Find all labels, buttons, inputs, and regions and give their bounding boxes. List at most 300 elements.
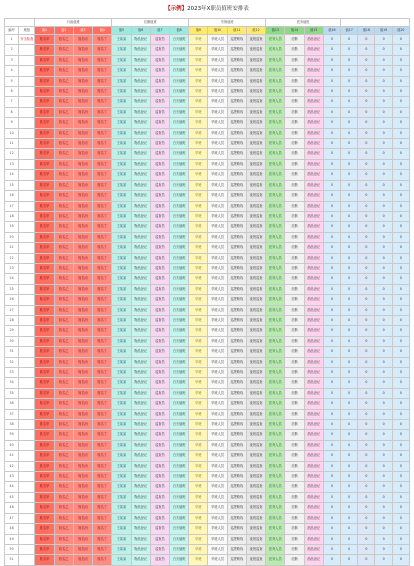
table-cell[interactable]: 0 xyxy=(375,357,392,367)
table-cell[interactable]: 早班人员 xyxy=(208,35,227,45)
table-cell[interactable]: 巡查员 xyxy=(150,180,169,190)
table-cell[interactable]: 姓名乙 xyxy=(54,232,73,242)
table-cell[interactable]: 姓名丙 xyxy=(73,274,92,284)
table-cell[interactable]: 姓名乙 xyxy=(54,451,73,461)
table-cell[interactable] xyxy=(19,263,35,273)
table-cell[interactable]: 0 xyxy=(341,191,358,201)
table-cell[interactable]: 0 xyxy=(375,253,392,263)
table-cell[interactable]: 姓名丙 xyxy=(73,149,92,159)
table-cell[interactable]: 姓名乙 xyxy=(54,336,73,346)
table-cell[interactable]: 0 xyxy=(375,347,392,357)
table-cell[interactable]: 早班 xyxy=(189,461,208,471)
table-cell[interactable]: 姓名丙 xyxy=(73,326,92,336)
table-cell[interactable]: 王某某 xyxy=(112,503,131,513)
table-cell[interactable]: 0 xyxy=(323,191,340,201)
table-cell[interactable]: 王某某 xyxy=(112,55,131,65)
table-cell[interactable]: 姓名乙 xyxy=(54,76,73,86)
table-cell[interactable]: 姓名甲 xyxy=(35,347,54,357)
table-cell[interactable]: 早班 xyxy=(189,284,208,294)
table-cell[interactable]: 早班 xyxy=(189,170,208,180)
table-cell[interactable]: 0 xyxy=(341,274,358,284)
table-cell[interactable] xyxy=(19,336,35,346)
table-cell[interactable]: 姓名甲 xyxy=(35,440,54,450)
table-cell[interactable]: 夜班巡查 xyxy=(246,430,265,440)
table-cell[interactable]: 早班人员 xyxy=(208,222,227,232)
table-cell[interactable]: 姓名乙 xyxy=(54,440,73,450)
table-cell[interactable]: 0 xyxy=(358,149,375,159)
table-cell[interactable]: 0 xyxy=(358,128,375,138)
table-cell[interactable]: 0 xyxy=(341,139,358,149)
table-cell[interactable]: 白天值班 xyxy=(170,440,189,450)
table-cell[interactable]: 早班 xyxy=(189,409,208,419)
table-cell[interactable]: 0 xyxy=(392,170,409,180)
table-cell[interactable]: 0 xyxy=(341,430,358,440)
table-cell[interactable]: 0 xyxy=(323,201,340,211)
table-cell[interactable]: 药品登记 xyxy=(304,274,323,284)
table-cell[interactable]: 巡查员 xyxy=(150,368,169,378)
table-cell[interactable]: 医务人员 xyxy=(266,368,285,378)
table-cell[interactable]: 0 xyxy=(375,274,392,284)
table-cell[interactable]: 巡查员 xyxy=(150,35,169,45)
table-cell[interactable]: 药品登记 xyxy=(304,440,323,450)
table-cell[interactable]: 巡查员 xyxy=(150,149,169,159)
table-cell[interactable]: 早班人员 xyxy=(208,87,227,97)
table-cell[interactable]: 姓名丙 xyxy=(73,336,92,346)
table-cell[interactable]: 0 xyxy=(341,357,358,367)
table-cell[interactable]: 药品登记 xyxy=(304,211,323,221)
table-cell[interactable]: 后勤 xyxy=(285,149,304,159)
table-cell[interactable]: 0 xyxy=(358,76,375,86)
table-cell[interactable]: 姓名丁 xyxy=(93,211,112,221)
table-cell[interactable]: 姓名乙 xyxy=(54,97,73,107)
table-cell[interactable]: 0 xyxy=(323,472,340,482)
table-cell[interactable]: 姓名甲 xyxy=(35,534,54,544)
table-cell[interactable]: 0 xyxy=(341,409,358,419)
table-cell[interactable]: 医务人员 xyxy=(266,472,285,482)
table-cell[interactable]: 巡查员 xyxy=(150,513,169,523)
table-cell[interactable]: 0 xyxy=(341,378,358,388)
table-cell[interactable]: 后勤 xyxy=(285,55,304,65)
table-cell[interactable]: 0 xyxy=(375,482,392,492)
table-cell[interactable]: 姓名乙 xyxy=(54,482,73,492)
table-cell[interactable]: 姓名乙 xyxy=(54,420,73,430)
table-cell[interactable]: 0 xyxy=(392,440,409,450)
table-cell[interactable]: 6 xyxy=(5,87,19,97)
table-cell[interactable] xyxy=(19,232,35,242)
table-cell[interactable]: 白天值班 xyxy=(170,87,189,97)
table-cell[interactable]: 白天值班 xyxy=(170,534,189,544)
table-cell[interactable]: 夜班巡查 xyxy=(246,440,265,450)
table-cell[interactable]: 白天值班 xyxy=(170,492,189,502)
table-cell[interactable]: 0 xyxy=(392,544,409,554)
table-cell[interactable]: 0 xyxy=(358,232,375,242)
table-cell[interactable]: 巡查员 xyxy=(150,263,169,273)
table-cell[interactable]: 医务人员 xyxy=(266,451,285,461)
table-cell[interactable]: 0 xyxy=(375,440,392,450)
table-cell[interactable]: 姓名甲 xyxy=(35,243,54,253)
table-cell[interactable]: 0 xyxy=(358,243,375,253)
table-cell[interactable]: 0 xyxy=(392,451,409,461)
table-cell[interactable]: 王某某 xyxy=(112,87,131,97)
table-cell[interactable]: 早班 xyxy=(189,440,208,450)
table-cell[interactable]: 姓名甲 xyxy=(35,461,54,471)
table-cell[interactable]: 夜班巡查 xyxy=(246,409,265,419)
table-cell[interactable]: 药品登记 xyxy=(304,482,323,492)
table-cell[interactable]: 姓名丁 xyxy=(93,534,112,544)
table-cell[interactable]: 0 xyxy=(341,555,358,565)
table-cell[interactable]: 姓名乙 xyxy=(54,388,73,398)
table-cell[interactable]: 0 xyxy=(375,118,392,128)
table-cell[interactable]: 早班 xyxy=(189,263,208,273)
table-cell[interactable]: 物品登记 xyxy=(131,87,150,97)
table-cell[interactable]: 姓名甲 xyxy=(35,159,54,169)
table-cell[interactable] xyxy=(19,409,35,419)
table-cell[interactable]: 3 xyxy=(5,55,19,65)
table-cell[interactable]: 姓名甲 xyxy=(35,55,54,65)
table-cell[interactable]: 王某某 xyxy=(112,451,131,461)
table-cell[interactable]: 0 xyxy=(341,76,358,86)
table-cell[interactable]: 0 xyxy=(341,211,358,221)
table-cell[interactable]: 物品登记 xyxy=(131,107,150,117)
table-cell[interactable]: 11 xyxy=(5,139,19,149)
table-cell[interactable]: 早班人员 xyxy=(208,482,227,492)
table-cell[interactable]: 物品登记 xyxy=(131,503,150,513)
table-cell[interactable]: 姓名丙 xyxy=(73,315,92,325)
table-cell[interactable]: 巡查员 xyxy=(150,159,169,169)
table-cell[interactable]: 姓名乙 xyxy=(54,315,73,325)
table-cell[interactable]: 早班 xyxy=(189,232,208,242)
table-cell[interactable] xyxy=(19,513,35,523)
table-cell[interactable]: 物品登记 xyxy=(131,513,150,523)
table-cell[interactable]: 0 xyxy=(323,534,340,544)
table-cell[interactable]: 白天值班 xyxy=(170,128,189,138)
table-cell[interactable]: 姓名丁 xyxy=(93,284,112,294)
table-cell[interactable]: 医务人员 xyxy=(266,295,285,305)
table-cell[interactable]: 姓名甲 xyxy=(35,139,54,149)
table-cell[interactable]: 后勤 xyxy=(285,253,304,263)
table-cell[interactable]: 王某某 xyxy=(112,555,131,565)
table-cell[interactable]: 夜班巡查 xyxy=(246,128,265,138)
table-cell[interactable]: 0 xyxy=(341,170,358,180)
table-cell[interactable]: 姓名丙 xyxy=(73,420,92,430)
table-cell[interactable]: 药品登记 xyxy=(304,128,323,138)
table-cell[interactable]: 0 xyxy=(341,263,358,273)
table-cell[interactable]: 早班人员 xyxy=(208,243,227,253)
table-cell[interactable]: 医务人员 xyxy=(266,170,285,180)
table-cell[interactable]: 0 xyxy=(341,55,358,65)
table-cell[interactable]: 早班人员 xyxy=(208,399,227,409)
table-cell[interactable]: 姓名丙 xyxy=(73,409,92,419)
table-cell[interactable]: 早班 xyxy=(189,357,208,367)
table-cell[interactable]: 后勤 xyxy=(285,45,304,55)
table-cell[interactable]: 早班人员 xyxy=(208,253,227,263)
table-cell[interactable]: 0 xyxy=(358,284,375,294)
table-cell[interactable]: 0 xyxy=(375,315,392,325)
table-cell[interactable]: 早班 xyxy=(189,149,208,159)
table-cell[interactable]: 0 xyxy=(392,222,409,232)
table-cell[interactable]: 药品登记 xyxy=(304,534,323,544)
table-cell[interactable]: 巡逻路线 xyxy=(227,45,246,55)
table-cell[interactable]: 物品登记 xyxy=(131,315,150,325)
table-cell[interactable]: 26 xyxy=(5,295,19,305)
table-cell[interactable]: 后勤 xyxy=(285,263,304,273)
table-cell[interactable]: 0 xyxy=(323,107,340,117)
table-cell[interactable]: 药品登记 xyxy=(304,472,323,482)
table-cell[interactable]: 白天值班 xyxy=(170,66,189,76)
table-cell[interactable]: 巡查员 xyxy=(150,420,169,430)
table-cell[interactable]: 姓名丙 xyxy=(73,45,92,55)
table-cell[interactable]: 0 xyxy=(375,555,392,565)
table-cell[interactable]: 0 xyxy=(358,45,375,55)
table-cell[interactable]: 巡逻路线 xyxy=(227,336,246,346)
table-cell[interactable]: 0 xyxy=(341,482,358,492)
table-cell[interactable]: 姓名丁 xyxy=(93,45,112,55)
table-cell[interactable]: 姓名丁 xyxy=(93,253,112,263)
table-cell[interactable]: 王某某 xyxy=(112,315,131,325)
table-cell[interactable]: 巡逻路线 xyxy=(227,430,246,440)
table-cell[interactable] xyxy=(19,492,35,502)
table-cell[interactable]: 巡逻路线 xyxy=(227,222,246,232)
table-cell[interactable]: 0 xyxy=(341,399,358,409)
table-cell[interactable]: 0 xyxy=(358,274,375,284)
table-cell[interactable]: 王某某 xyxy=(112,35,131,45)
table-cell[interactable]: 姓名丙 xyxy=(73,191,92,201)
table-cell[interactable]: 后勤 xyxy=(285,492,304,502)
table-cell[interactable]: 姓名甲 xyxy=(35,66,54,76)
table-cell[interactable]: 姓名丁 xyxy=(93,555,112,565)
table-cell[interactable] xyxy=(19,45,35,55)
table-cell[interactable]: 巡逻路线 xyxy=(227,357,246,367)
table-cell[interactable] xyxy=(19,170,35,180)
table-cell[interactable]: 姓名丁 xyxy=(93,544,112,554)
table-cell[interactable]: 姓名乙 xyxy=(54,503,73,513)
table-cell[interactable]: 0 xyxy=(341,534,358,544)
table-cell[interactable]: 物品登记 xyxy=(131,180,150,190)
table-cell[interactable]: 0 xyxy=(375,263,392,273)
table-cell[interactable]: 姓名乙 xyxy=(54,513,73,523)
table-cell[interactable]: 巡查员 xyxy=(150,295,169,305)
table-cell[interactable]: 0 xyxy=(392,336,409,346)
table-cell[interactable] xyxy=(19,461,35,471)
table-cell[interactable]: 巡查员 xyxy=(150,399,169,409)
table-cell[interactable]: 巡查员 xyxy=(150,253,169,263)
table-cell[interactable]: 0 xyxy=(375,524,392,534)
table-cell[interactable]: 后勤 xyxy=(285,555,304,565)
table-cell[interactable]: 0 xyxy=(392,461,409,471)
table-cell[interactable]: 0 xyxy=(392,357,409,367)
table-cell[interactable]: 0 xyxy=(358,201,375,211)
table-cell[interactable]: 早班人员 xyxy=(208,201,227,211)
table-cell[interactable]: 巡逻路线 xyxy=(227,149,246,159)
table-cell[interactable]: 姓名丁 xyxy=(93,420,112,430)
table-cell[interactable]: 早班人员 xyxy=(208,368,227,378)
table-cell[interactable]: 夜班巡查 xyxy=(246,326,265,336)
table-cell[interactable]: 0 xyxy=(392,555,409,565)
table-cell[interactable]: 物品登记 xyxy=(131,336,150,346)
table-cell[interactable]: 姓名乙 xyxy=(54,45,73,55)
table-cell[interactable]: 药品登记 xyxy=(304,35,323,45)
table-cell[interactable] xyxy=(19,472,35,482)
table-cell[interactable]: 姓名丁 xyxy=(93,55,112,65)
table-cell[interactable]: 0 xyxy=(341,315,358,325)
table-cell[interactable]: 12 xyxy=(5,149,19,159)
table-cell[interactable]: 王某某 xyxy=(112,139,131,149)
table-cell[interactable]: 0 xyxy=(323,295,340,305)
table-cell[interactable]: 0 xyxy=(358,263,375,273)
table-cell[interactable]: 巡查员 xyxy=(150,315,169,325)
table-cell[interactable]: 姓名乙 xyxy=(54,201,73,211)
table-cell[interactable]: 姓名丙 xyxy=(73,347,92,357)
table-cell[interactable]: 白天值班 xyxy=(170,191,189,201)
table-cell[interactable]: 巡逻路线 xyxy=(227,191,246,201)
table-cell[interactable]: 早班人员 xyxy=(208,274,227,284)
table-cell[interactable]: 姓名乙 xyxy=(54,295,73,305)
table-cell[interactable]: 巡逻路线 xyxy=(227,180,246,190)
table-cell[interactable]: 后勤 xyxy=(285,97,304,107)
table-cell[interactable]: 0 xyxy=(358,544,375,554)
table-cell[interactable]: 物品登记 xyxy=(131,347,150,357)
table-cell[interactable]: 物品登记 xyxy=(131,534,150,544)
table-cell[interactable]: 巡逻路线 xyxy=(227,503,246,513)
table-cell[interactable]: 0 xyxy=(392,482,409,492)
table-cell[interactable]: 早班 xyxy=(189,451,208,461)
table-cell[interactable]: 夜班巡查 xyxy=(246,472,265,482)
table-cell[interactable]: 医务人员 xyxy=(266,66,285,76)
table-cell[interactable]: 巡查员 xyxy=(150,55,169,65)
table-cell[interactable]: 王某某 xyxy=(112,534,131,544)
table-cell[interactable]: 0 xyxy=(323,524,340,534)
table-cell[interactable]: 0 xyxy=(323,461,340,471)
table-cell[interactable]: 后勤 xyxy=(285,430,304,440)
table-cell[interactable]: 0 xyxy=(375,170,392,180)
table-cell[interactable]: 0 xyxy=(341,336,358,346)
table-cell[interactable]: 后勤 xyxy=(285,378,304,388)
table-cell[interactable]: 王某某 xyxy=(112,128,131,138)
table-cell[interactable]: 姓名丙 xyxy=(73,201,92,211)
table-cell[interactable]: 后勤 xyxy=(285,170,304,180)
table-cell[interactable]: 0 xyxy=(392,139,409,149)
table-cell[interactable]: 巡查员 xyxy=(150,534,169,544)
table-cell[interactable]: 物品登记 xyxy=(131,409,150,419)
table-cell[interactable]: 0 xyxy=(341,503,358,513)
table-cell[interactable]: 姓名乙 xyxy=(54,368,73,378)
table-cell[interactable]: 王某某 xyxy=(112,305,131,315)
table-cell[interactable]: 姓名丁 xyxy=(93,336,112,346)
table-cell[interactable]: 早班人员 xyxy=(208,440,227,450)
table-cell[interactable]: 早班 xyxy=(189,180,208,190)
table-cell[interactable]: 药品登记 xyxy=(304,336,323,346)
table-cell[interactable] xyxy=(19,378,35,388)
table-cell[interactable]: 姓名丙 xyxy=(73,55,92,65)
table-cell[interactable]: 药品登记 xyxy=(304,201,323,211)
table-cell[interactable]: 早班 xyxy=(189,388,208,398)
table-cell[interactable]: 13 xyxy=(5,159,19,169)
table-cell[interactable] xyxy=(19,274,35,284)
table-cell[interactable]: 物品登记 xyxy=(131,45,150,55)
table-cell[interactable]: 0 xyxy=(341,243,358,253)
table-cell[interactable] xyxy=(19,253,35,263)
table-cell[interactable]: 巡查员 xyxy=(150,274,169,284)
table-cell[interactable]: 0 xyxy=(341,451,358,461)
table-cell[interactable]: 29 xyxy=(5,326,19,336)
table-cell[interactable]: 姓名甲 xyxy=(35,336,54,346)
table-cell[interactable]: 0 xyxy=(375,159,392,169)
table-cell[interactable] xyxy=(19,524,35,534)
table-cell[interactable]: 王某某 xyxy=(112,544,131,554)
table-cell[interactable]: 0 xyxy=(375,295,392,305)
table-cell[interactable]: 姓名丙 xyxy=(73,388,92,398)
table-cell[interactable]: 姓名乙 xyxy=(54,305,73,315)
table-cell[interactable]: 0 xyxy=(392,201,409,211)
table-cell[interactable]: 巡查员 xyxy=(150,139,169,149)
table-cell[interactable]: 后勤 xyxy=(285,274,304,284)
table-cell[interactable]: 巡逻路线 xyxy=(227,128,246,138)
table-cell[interactable]: 4 xyxy=(5,66,19,76)
table-cell[interactable]: 后勤 xyxy=(285,357,304,367)
table-cell[interactable]: 后勤 xyxy=(285,388,304,398)
table-cell[interactable]: 早班 xyxy=(189,201,208,211)
table-cell[interactable] xyxy=(19,315,35,325)
table-cell[interactable]: 姓名丁 xyxy=(93,139,112,149)
table-cell[interactable]: 姓名乙 xyxy=(54,399,73,409)
table-cell[interactable]: 后勤 xyxy=(285,534,304,544)
table-cell[interactable]: 夜班巡查 xyxy=(246,45,265,55)
table-cell[interactable]: 0 xyxy=(341,461,358,471)
table-cell[interactable]: 0 xyxy=(341,149,358,159)
table-cell[interactable]: 巡查员 xyxy=(150,409,169,419)
table-cell[interactable] xyxy=(19,420,35,430)
table-cell[interactable]: 姓名丙 xyxy=(73,482,92,492)
table-cell[interactable]: 物品登记 xyxy=(131,472,150,482)
table-cell[interactable]: 白天值班 xyxy=(170,430,189,440)
table-cell[interactable]: 0 xyxy=(323,368,340,378)
table-cell[interactable]: 早班 xyxy=(189,430,208,440)
table-cell[interactable]: 0 xyxy=(375,97,392,107)
table-cell[interactable]: 药品登记 xyxy=(304,222,323,232)
table-cell[interactable]: 医务人员 xyxy=(266,534,285,544)
table-cell[interactable]: 白天值班 xyxy=(170,139,189,149)
table-cell[interactable]: 白天值班 xyxy=(170,253,189,263)
table-cell[interactable]: 早班人员 xyxy=(208,305,227,315)
table-cell[interactable]: 后勤 xyxy=(285,368,304,378)
table-cell[interactable]: 0 xyxy=(375,232,392,242)
table-cell[interactable]: 0 xyxy=(323,159,340,169)
table-cell[interactable]: 药品登记 xyxy=(304,87,323,97)
table-cell[interactable]: 0 xyxy=(392,420,409,430)
table-cell[interactable]: 药品登记 xyxy=(304,544,323,554)
table-cell[interactable]: 姓名丙 xyxy=(73,544,92,554)
table-cell[interactable]: 姓名乙 xyxy=(54,35,73,45)
table-cell[interactable]: 夜班巡查 xyxy=(246,295,265,305)
table-cell[interactable]: 王某某 xyxy=(112,409,131,419)
table-cell[interactable]: 0 xyxy=(358,347,375,357)
table-cell[interactable]: 夜班巡查 xyxy=(246,159,265,169)
table-cell[interactable]: 0 xyxy=(358,159,375,169)
table-cell[interactable]: 巡逻路线 xyxy=(227,76,246,86)
table-cell[interactable]: 巡查员 xyxy=(150,243,169,253)
table-cell[interactable] xyxy=(19,191,35,201)
table-cell[interactable]: 后勤 xyxy=(285,315,304,325)
table-cell[interactable]: 姓名甲 xyxy=(35,305,54,315)
table-cell[interactable]: 巡查员 xyxy=(150,326,169,336)
table-cell[interactable]: 夜班巡查 xyxy=(246,315,265,325)
table-cell[interactable]: 医务人员 xyxy=(266,482,285,492)
table-cell[interactable]: 巡查员 xyxy=(150,191,169,201)
table-cell[interactable]: 巡查员 xyxy=(150,211,169,221)
table-cell[interactable]: 姓名丙 xyxy=(73,492,92,502)
table-cell[interactable]: 巡查员 xyxy=(150,357,169,367)
table-cell[interactable]: 姓名甲 xyxy=(35,107,54,117)
